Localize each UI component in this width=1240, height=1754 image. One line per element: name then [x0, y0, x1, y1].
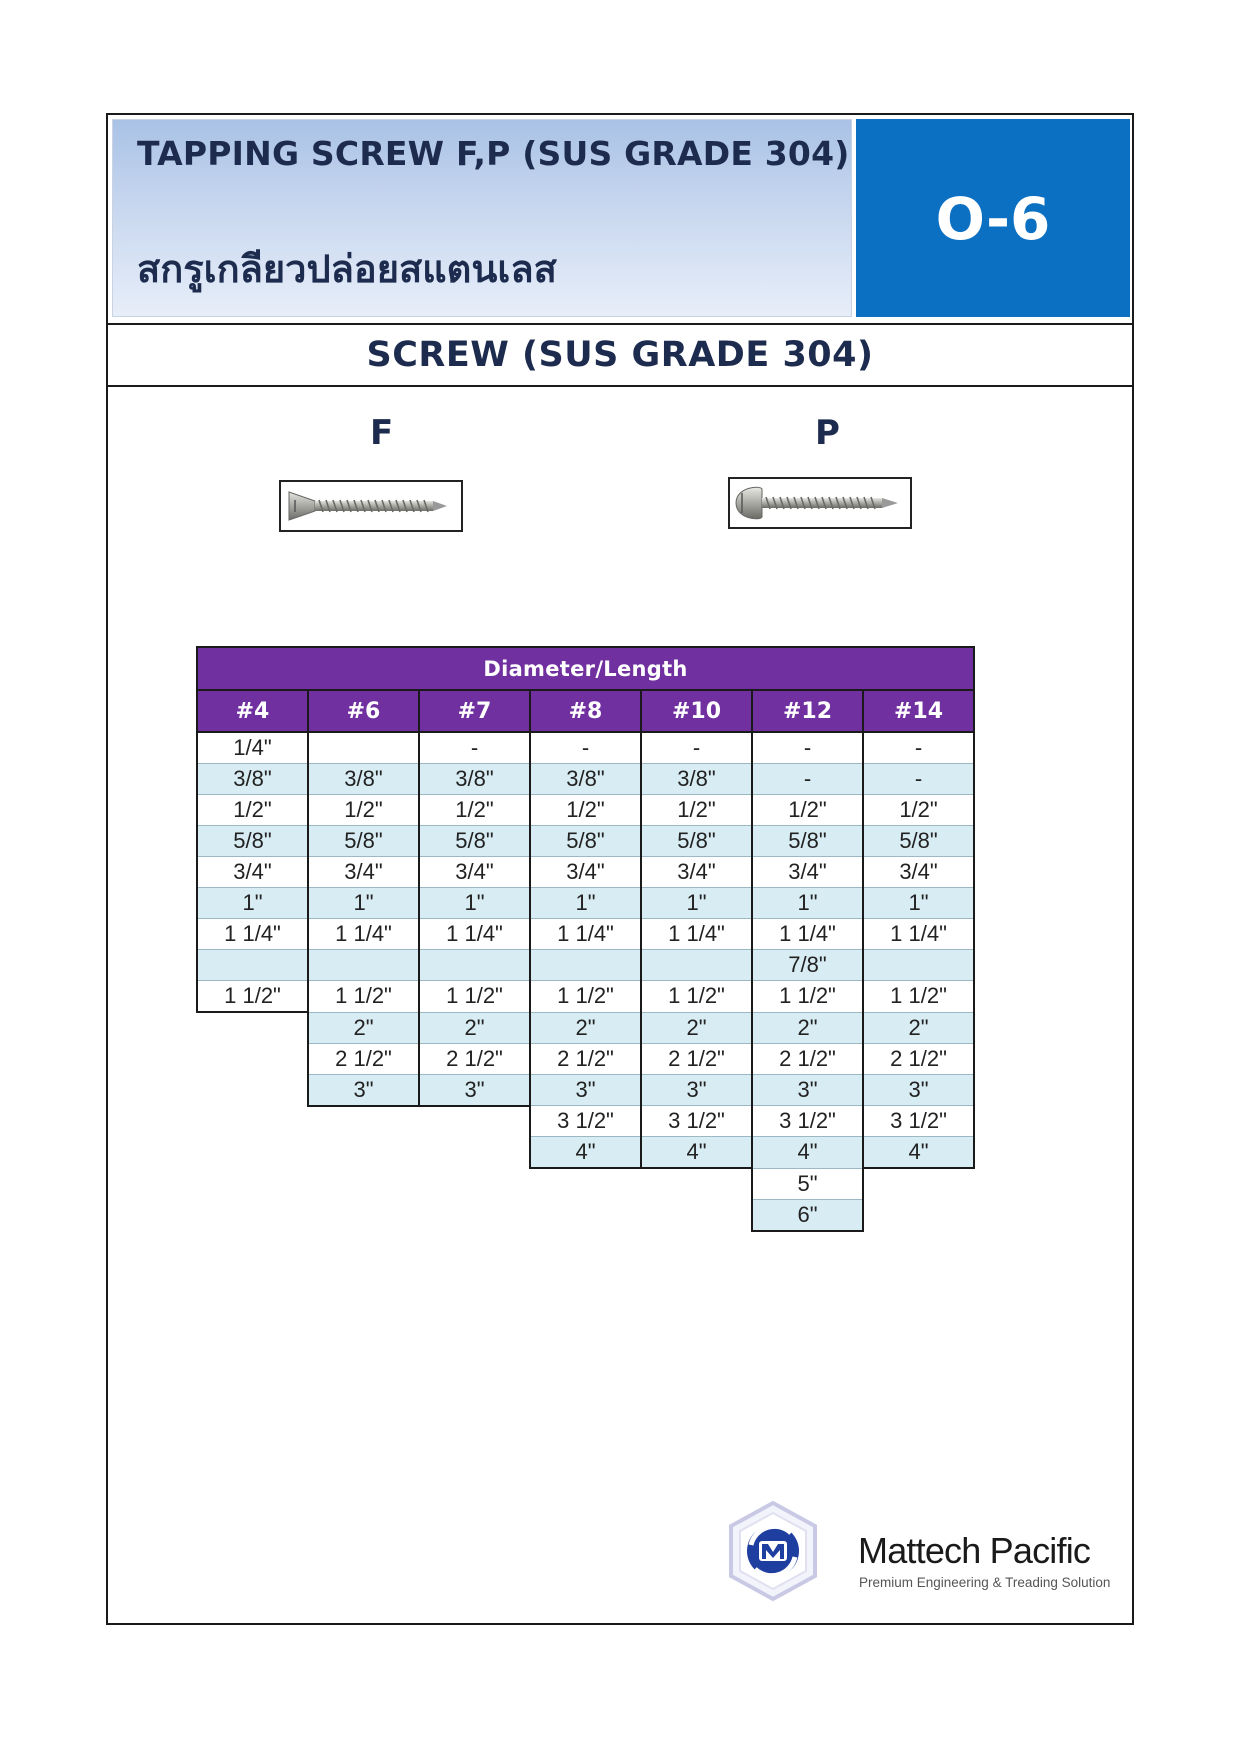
- type-label-f: F: [370, 413, 394, 453]
- table-row: [197, 888, 974, 919]
- size-cell: 1 1/2": [530, 981, 641, 1013]
- size-cell: 1 1/4": [530, 919, 641, 950]
- flat-head-screw-image: [279, 480, 463, 532]
- size-cell: 4": [863, 1137, 974, 1169]
- catalog-code-box: [856, 119, 1130, 317]
- size-cell: [530, 950, 641, 981]
- table-row: [197, 857, 974, 888]
- size-cell: 2 1/2": [308, 1043, 419, 1074]
- size-cell: [197, 950, 308, 981]
- column-header: #6: [308, 690, 419, 732]
- table-row: [197, 795, 974, 826]
- size-cell: 1": [863, 888, 974, 919]
- size-cell: 1 1/4": [641, 919, 752, 950]
- size-cell: -: [419, 732, 530, 764]
- column-header: #12: [752, 690, 863, 732]
- table-row: [197, 1199, 974, 1231]
- size-cell: 3/4": [308, 857, 419, 888]
- table-row: [197, 1043, 974, 1074]
- size-cell: 3/4": [419, 857, 530, 888]
- empty-cell: [641, 1168, 752, 1199]
- empty-cell: [197, 1074, 308, 1106]
- size-cell: 3": [419, 1074, 530, 1106]
- size-cell: 3/4": [641, 857, 752, 888]
- size-cell: 1": [197, 888, 308, 919]
- empty-cell: [863, 1199, 974, 1231]
- size-cell: 3/4": [197, 857, 308, 888]
- size-cell: 5/8": [863, 826, 974, 857]
- company-logo-icon: [725, 1499, 821, 1603]
- table-row: [197, 950, 974, 981]
- size-cell: 1": [308, 888, 419, 919]
- size-cell: 2 1/2": [419, 1043, 530, 1074]
- header-title-panel: [112, 119, 852, 317]
- size-cell: 4": [641, 1137, 752, 1169]
- table-row: [197, 732, 974, 764]
- size-cell: 1": [752, 888, 863, 919]
- table-row: [197, 1137, 974, 1169]
- page-title: TAPPING SCREW F,P (SUS GRADE 304): [137, 134, 850, 173]
- empty-cell: [308, 1168, 419, 1199]
- table-row: [197, 1074, 974, 1106]
- size-cell: 3": [641, 1074, 752, 1106]
- size-cell: 3/8": [530, 764, 641, 795]
- size-cell: 1/2": [308, 795, 419, 826]
- size-cell: 1 1/4": [752, 919, 863, 950]
- type-label-p: P: [815, 413, 840, 453]
- empty-cell: [197, 1199, 308, 1231]
- table-row: [197, 1012, 974, 1043]
- size-cell: 2": [641, 1012, 752, 1043]
- size-cell: 1/2": [752, 795, 863, 826]
- size-cell: 3/4": [863, 857, 974, 888]
- column-header: #8: [530, 690, 641, 732]
- size-cell: 1 1/2": [752, 981, 863, 1013]
- size-cell: 3/4": [530, 857, 641, 888]
- size-cell: 2 1/2": [641, 1043, 752, 1074]
- size-cell: 3/4": [752, 857, 863, 888]
- empty-cell: [530, 1168, 641, 1199]
- size-cell: 3": [752, 1074, 863, 1106]
- size-cell: -: [863, 764, 974, 795]
- empty-cell: [197, 1012, 308, 1043]
- size-cell: 1/2": [863, 795, 974, 826]
- empty-cell: [419, 1106, 530, 1137]
- size-table: [196, 646, 975, 1232]
- size-cell: 5": [752, 1168, 863, 1199]
- size-cell: 2 1/2": [530, 1043, 641, 1074]
- size-cell: 3/8": [641, 764, 752, 795]
- size-cell: -: [752, 732, 863, 764]
- size-cell: 5/8": [752, 826, 863, 857]
- catalog-code: O-6: [935, 185, 1051, 253]
- empty-cell: [197, 1137, 308, 1169]
- size-cell: 5/8": [530, 826, 641, 857]
- table-row: [197, 1168, 974, 1199]
- size-cell: 2": [419, 1012, 530, 1043]
- size-cell: 5/8": [197, 826, 308, 857]
- empty-cell: [419, 1137, 530, 1169]
- size-cell: 3 1/2": [530, 1106, 641, 1137]
- size-cell: 2 1/2": [752, 1043, 863, 1074]
- empty-cell: [197, 1168, 308, 1199]
- size-cell: 5/8": [419, 826, 530, 857]
- size-cell: 4": [530, 1137, 641, 1169]
- size-cell: 1/2": [197, 795, 308, 826]
- size-cell: [641, 950, 752, 981]
- size-cell: 1 1/4": [419, 919, 530, 950]
- empty-cell: [308, 1106, 419, 1137]
- size-cell: 1 1/4": [197, 919, 308, 950]
- empty-cell: [863, 1168, 974, 1199]
- empty-cell: [419, 1168, 530, 1199]
- size-cell: 1 1/2": [863, 981, 974, 1013]
- size-cell: 1": [641, 888, 752, 919]
- size-cell: 1/2": [641, 795, 752, 826]
- size-cell: -: [530, 732, 641, 764]
- size-cell: 1/4": [197, 732, 308, 764]
- size-cell: 1 1/2": [641, 981, 752, 1013]
- size-cell: [308, 732, 419, 764]
- size-cell: 1 1/2": [308, 981, 419, 1013]
- empty-cell: [197, 1106, 308, 1137]
- size-cell: -: [752, 764, 863, 795]
- size-cell: 3": [530, 1074, 641, 1106]
- size-cell: 3/8": [308, 764, 419, 795]
- size-cell: 2": [752, 1012, 863, 1043]
- table-row: [197, 764, 974, 795]
- size-cell: 7/8": [752, 950, 863, 981]
- section-header: [108, 323, 1132, 387]
- table-row: [197, 981, 974, 1013]
- empty-cell: [530, 1199, 641, 1231]
- size-cell: 1/2": [530, 795, 641, 826]
- size-cell: 3/8": [419, 764, 530, 795]
- size-cell: 3": [863, 1074, 974, 1106]
- empty-cell: [308, 1137, 419, 1169]
- empty-cell: [419, 1199, 530, 1231]
- empty-cell: [197, 1043, 308, 1074]
- table-row: [197, 1106, 974, 1137]
- empty-cell: [308, 1199, 419, 1231]
- table-caption: Diameter/Length: [197, 647, 974, 690]
- size-cell: 6": [752, 1199, 863, 1231]
- size-cell: 1": [530, 888, 641, 919]
- size-cell: 3": [308, 1074, 419, 1106]
- column-header: #4: [197, 690, 308, 732]
- size-cell: 1/2": [419, 795, 530, 826]
- size-cell: 3/8": [197, 764, 308, 795]
- size-cell: 3 1/2": [863, 1106, 974, 1137]
- company-name: Mattech Pacific: [858, 1530, 1091, 1571]
- size-cell: 1 1/2": [197, 981, 308, 1013]
- size-cell: 1": [419, 888, 530, 919]
- size-cell: 2 1/2": [863, 1043, 974, 1074]
- column-header: #7: [419, 690, 530, 732]
- size-cell: -: [863, 732, 974, 764]
- size-cell: 1 1/4": [308, 919, 419, 950]
- size-cell: 5/8": [308, 826, 419, 857]
- company-tagline: Premium Engineering & Treading Solution: [859, 1575, 1111, 1590]
- size-cell: 2": [530, 1012, 641, 1043]
- page-subtitle-thai: สกรูเกลียวปล่อยสแตนเลส: [137, 247, 557, 291]
- size-cell: 4": [752, 1137, 863, 1169]
- table-row: [197, 919, 974, 950]
- pan-head-screw-image: [728, 477, 912, 529]
- size-cell: 3 1/2": [641, 1106, 752, 1137]
- size-cell: [419, 950, 530, 981]
- empty-cell: [641, 1199, 752, 1231]
- size-table-container: [196, 646, 974, 1232]
- table-row: [197, 826, 974, 857]
- table-header-row: [197, 690, 974, 732]
- column-header: #10: [641, 690, 752, 732]
- table-body: [197, 732, 974, 1231]
- size-cell: 1 1/4": [863, 919, 974, 950]
- size-cell: [308, 950, 419, 981]
- size-cell: 3 1/2": [752, 1106, 863, 1137]
- size-cell: -: [641, 732, 752, 764]
- size-cell: 2": [863, 1012, 974, 1043]
- size-cell: 5/8": [641, 826, 752, 857]
- size-cell: [863, 950, 974, 981]
- size-cell: 1 1/2": [419, 981, 530, 1013]
- section-title: SCREW (SUS GRADE 304): [366, 335, 874, 375]
- column-header: #14: [863, 690, 974, 732]
- page-frame: [106, 113, 1134, 1625]
- size-cell: 2": [308, 1012, 419, 1043]
